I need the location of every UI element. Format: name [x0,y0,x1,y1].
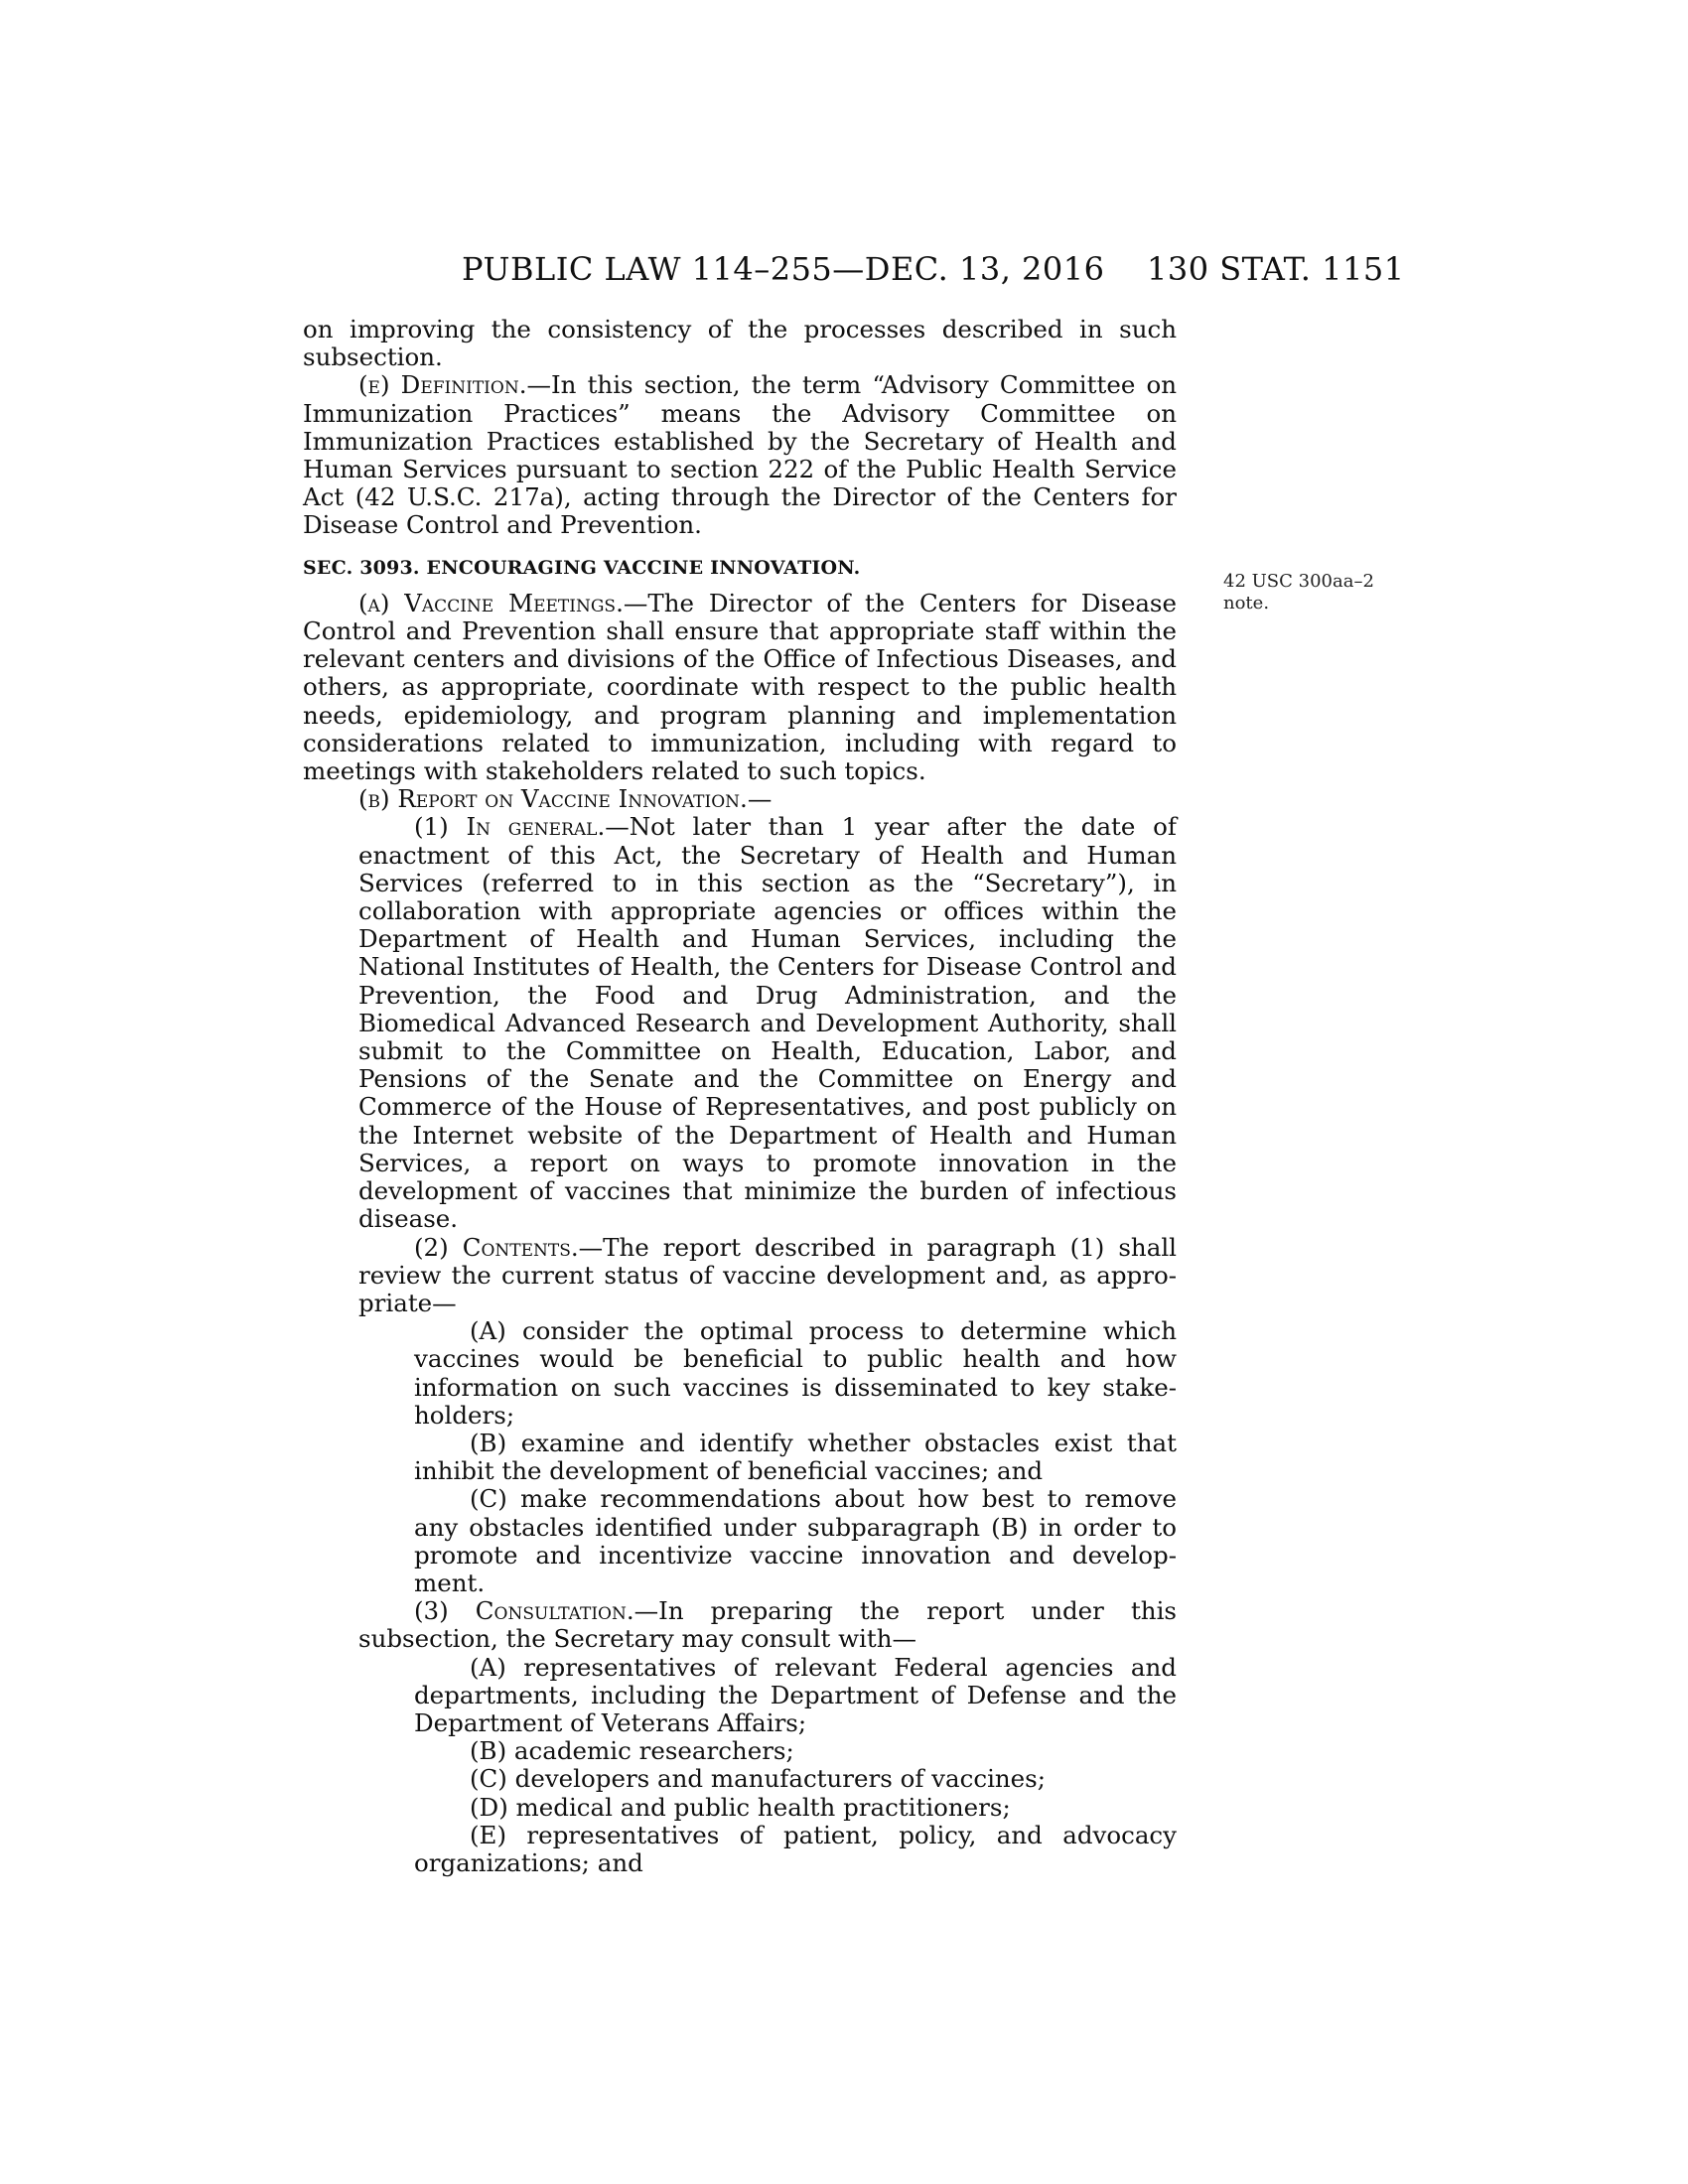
subparagraph-b2-c: (C) make recommendations about how best to remove any obstacles identified under subparagraph (B) in order to promote and incentivize vaccine innovation and development. [414,1484,1177,1597]
subsection-b-report [303,785,1177,813]
subparagraph-b2-a: (A) consider the optimal process to determine which vaccines would be beneficial to public health and how information on such vaccines is disseminated to key stakeholders; [414,1316,1177,1430]
margin-citation-suffix: note. [1223,593,1270,614]
paragraph-b1-in-general [303,813,1177,1233]
subsection-e-text: —In this section, the term “Advisory Committee on Immunization Practices” means the Advisory Committee on Immunization Practices established by the Secretary of Health and Human Services pursuant to section 222 of the Public Health Service Act (42 U.S.C. 217a), acting through the Director of the Centers for Disease Control and Prevention. [303,370,1177,540]
subparagraph-b3-e: (E) representatives of patient, policy, and advocacy organizations; and [414,1820,1177,1877]
subsection-e-heading: (e) Definition. [358,370,527,400]
paragraph-b3-text: —In preparing the report under this subsection, the Secretary may consult with— [358,1596,1177,1654]
subparagraph-b3-a: (A) representatives of relevant Federal agencies and departments, including the Department of Defense and the Department of Veterans Affairs; [414,1652,1177,1737]
page-header-title: PUBLIC LAW 114–255—DEC. 13, 2016 [462,250,1105,288]
margin-citation-line: 42 USC 300aa–2 [1223,571,1374,592]
paragraph-b1-text: —Not later than 1 year after the date of enactment of this Act, the Secretary of Health and Human Services (referred to in this section as the “Secretary”), in collaboration with appropriate agencies or offices within the Department of Health and Human Services, including the National Institutes of Health, the Centers for Disease Control and Prevention, the Food and Drug Administration, and the Biomedical Advanced Research and Development Authority, shall submit to the Committee on Health, Education, Labor, and Pensions of the Senate and the Committee on Energy and Commerce of the House of Representatives, and post publicly on the Internet website of the Department of Health and Human Services, a report on ways to promote innovation in the development of vaccines that minimize the burden of infectious disease. [358,812,1177,1234]
section-heading: SEC. 3093. ENCOURAGING VACCINE INNOVATION. [303,556,861,579]
page-header-stat-ref: 130 STAT. 1151 [1147,250,1405,288]
margin-citation-note [1223,571,1382,614]
subparagraph-b3-b: (B) academic researchers; [470,1736,794,1766]
continuation-paragraph: on improving the consistency of the processes described in such subsection. [303,315,1177,372]
subsection-a-text: —The Director of the Centers for Disease Control and Prevention shall ensure that appropriate staff within the relevant centers and divisions of the Office of Infectious Diseases, and others, as appropriate, coordinate with respect to the public health needs, epidemiology, and program planning and implementation considerations related to immunization, including with regard to meetings with stakeholders related to such topics. [303,588,1177,786]
paragraph-b1-heading: (1) In general. [414,812,606,842]
paragraph-b2-contents [303,1234,1177,1318]
subparagraph-b2-b: (B) examine and identify whether obstacles exist that inhibit the development of beneficial vaccines; and [414,1428,1177,1486]
subsection-b-dash: — [747,784,773,814]
subparagraph-b3-c: (C) developers and manufacturers of vaccines; [470,1764,1047,1794]
subsection-b-heading: (b) Report on Vaccine Innovation. [358,784,748,814]
paragraph-b2-text: —The report described in paragraph (1) shall review the current status of vaccine development and, as appropriate— [358,1232,1177,1317]
paragraph-b3-consultation [303,1597,1177,1653]
subparagraph-b3-d: (D) medical and public health practitioners; [470,1792,1011,1822]
paragraph-b2-heading: (2) Contents. [414,1232,579,1262]
body-text-column [303,316,1177,1877]
subsection-e-definition [303,371,1177,539]
subsection-a-heading: (a) Vaccine Meetings. [358,588,624,617]
subsection-a-vaccine-meetings [303,590,1177,785]
paragraph-b3-heading: (3) Consultation. [414,1596,634,1626]
